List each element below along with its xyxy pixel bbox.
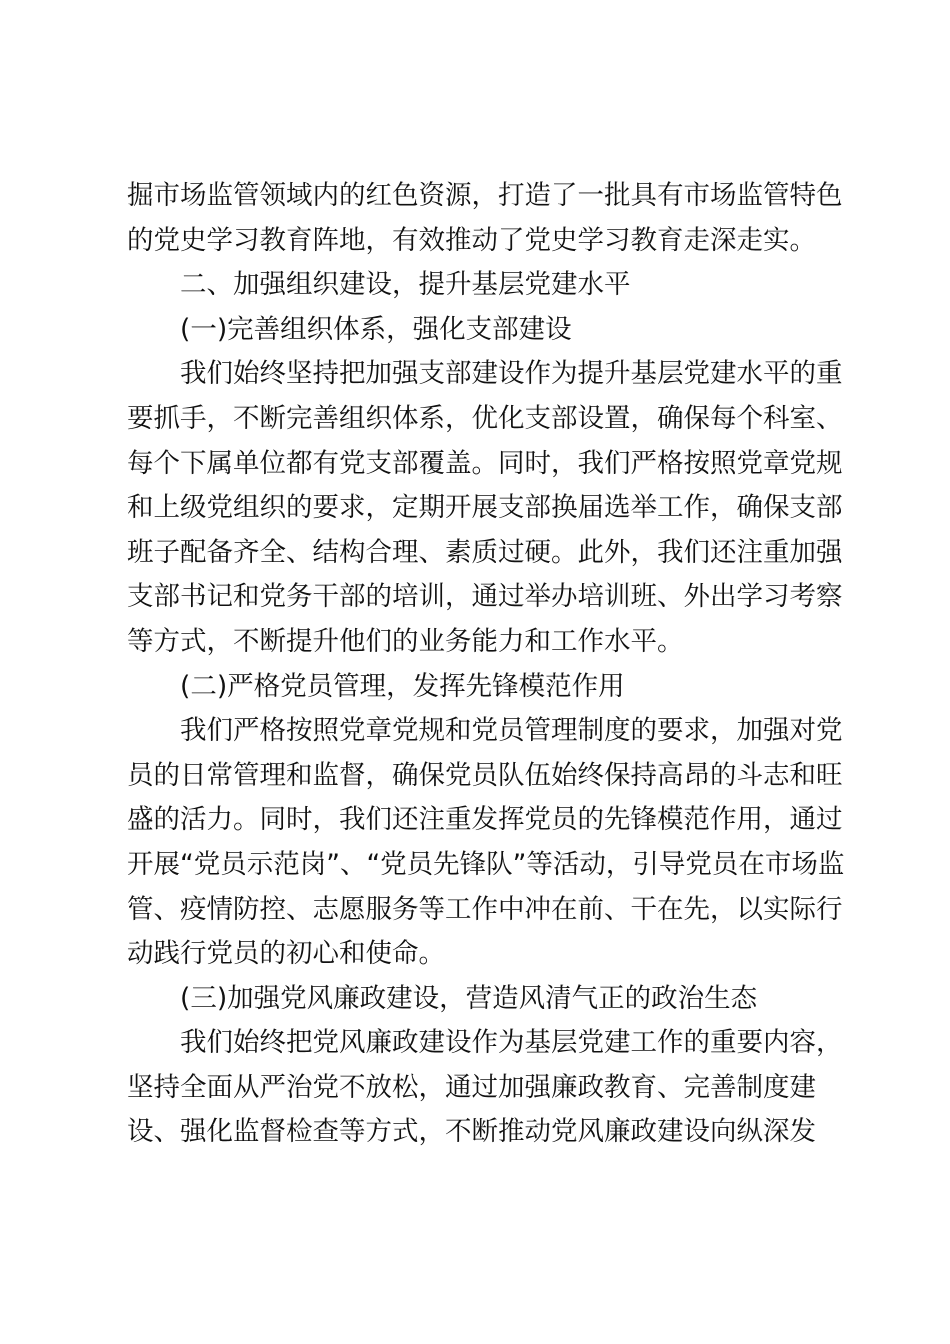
text-line: 每个下属单位都有党支部覆盖。同时，我们严格按照党章党规 <box>127 447 843 479</box>
subsection-heading: (三)加强党风廉政建设，营造风清气正的政治生态 <box>180 982 758 1014</box>
text-line: 的党史学习教育阵地，有效推动了党史学习教育走深走实。 <box>127 224 816 256</box>
text-line: 动践行党员的初心和使命。 <box>127 938 445 970</box>
text-line: 掘市场监管领域内的红色资源，打造了一批具有市场监管特色 <box>127 180 843 211</box>
paragraph-first-line: 我们始终坚持把加强支部建设作为提升基层党建水平的重 <box>180 358 843 390</box>
text-line: 员的日常管理和监督，确保党员队伍始终保持高昂的斗志和旺 <box>127 759 843 791</box>
text-line: 班子配备齐全、结构合理、素质过硬。此外，我们还注重加强 <box>127 536 843 568</box>
text-line: 要抓手，不断完善组织体系，优化支部设置，确保每个科室、 <box>127 402 843 434</box>
text-line: 等方式，不断提升他们的业务能力和工作水平。 <box>127 625 684 657</box>
text-line: 支部书记和党务干部的培训，通过举办培训班、外出学习考察 <box>127 581 843 613</box>
text-line: 设、强化监督检查等方式，不断推动党风廉政建设向纵深发 <box>127 1116 816 1148</box>
text-line: 和上级党组织的要求，定期开展支部换届选举工作，确保支部 <box>127 492 843 524</box>
document-body <box>127 174 845 1155</box>
text-line: 开展“党员示范岗”、“党员先锋队”等活动，引导党员在市场监 <box>127 848 845 880</box>
text-line: 管、疫情防控、志愿服务等工作中冲在前、干在先，以实际行 <box>127 893 843 925</box>
subsection-heading: (一)完善组织体系，强化支部建设 <box>180 313 572 345</box>
section-heading: 二、加强组织建设，提升基层党建水平 <box>180 269 631 301</box>
paragraph-first-line: 我们严格按照党章党规和党员管理制度的要求，加强对党 <box>180 715 843 747</box>
subsection-heading: (二)严格党员管理，发挥先锋模范作用 <box>180 670 625 702</box>
text-line: 坚持全面从严治党不放松，通过加强廉政教育、完善制度建 <box>127 1071 816 1103</box>
paragraph-first-line: 我们始终把党风廉政建设作为基层党建工作的重要内容， <box>180 1027 843 1059</box>
text-line: 盛的活力。同时，我们还注重发挥党员的先锋模范作用，通过 <box>127 804 843 836</box>
